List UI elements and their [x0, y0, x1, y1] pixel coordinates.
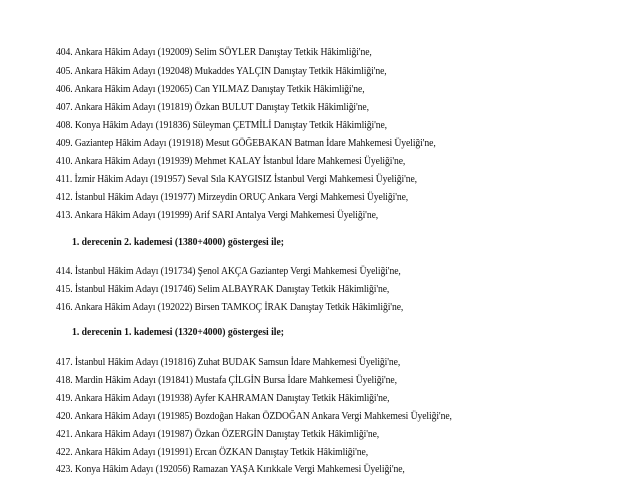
list-item: 423. Konya Hâkim Adayı (192056) Ramazan YAŞA Kırıkkale Vergi Mahkemesi Üyeliği'ne,	[56, 464, 405, 475]
section-heading: 1. derecenin 1. kademesi (1320+4000) göstergesi ile;	[72, 327, 284, 338]
list-item: 412. İstanbul Hâkim Adayı (191977) Mirzeydin ORUÇ Ankara Vergi Mahkemesi Üyeliği'ne,	[56, 192, 409, 203]
list-item: 418. Mardin Hâkim Adayı (191841) Mustafa ÇİLGİN Bursa İdare Mahkemesi Üyeliği'ne,	[56, 375, 397, 386]
list-item: 411. İzmir Hâkim Adayı (191957) Seval Sıla KAYGISIZ İstanbul Vergi Mahkemesi Üyeliği'ne,	[56, 174, 417, 185]
list-item: 417. İstanbul Hâkim Adayı (191816) Zuhat BUDAK Samsun İdare Mahkemesi Üyeliği'ne,	[56, 357, 401, 368]
section-heading: 1. derecenin 2. kademesi (1380+4000) göstergesi ile;	[72, 237, 284, 248]
list-item: 404. Ankara Hâkim Adayı (192009) Selim SÖYLER Danıştay Tetkik Hâkimliği'ne,	[56, 47, 372, 58]
list-item: 407. Ankara Hâkim Adayı (191819) Özkan BULUT Danıştay Tetkik Hâkimliği'ne,	[56, 102, 369, 113]
list-item: 413. Ankara Hâkim Adayı (191999) Arif SARI Antalya Vergi Mahkemesi Üyeliği'ne,	[56, 210, 379, 221]
list-item: 408. Konya Hâkim Adayı (191836) Süleyman ÇETMİLİ Danıştay Tetkik Hâkimliği'ne,	[56, 120, 387, 131]
list-item: 419. Ankara Hâkim Adayı (191938) Ayfer KAHRAMAN Danıştay Tetkik Hâkimliği'ne,	[56, 393, 390, 404]
list-item: 421. Ankara Hâkim Adayı (191987) Özkan ÖZERGİN Danıştay Tetkik Hâkimliği'ne,	[56, 429, 380, 440]
list-item: 406. Ankara Hâkim Adayı (192065) Can YILMAZ Danıştay Tetkik Hâkimliği'ne,	[56, 84, 365, 95]
list-item: 405. Ankara Hâkim Adayı (192048) Mukaddes YALÇIN Danıştay Tetkik Hâkimliği'ne,	[56, 66, 387, 77]
list-item: 420. Ankara Hâkim Adayı (191985) Bozdoğan Hakan ÖZDOĞAN Ankara Vergi Mahkemesi Üyeliği'ne,	[56, 411, 452, 422]
list-item: 416. Ankara Hâkim Adayı (192022) Birsen TAMKOÇ İRAK Danıştay Tetkik Hâkimliği'ne,	[56, 302, 404, 313]
list-item: 415. İstanbul Hâkim Adayı (191746) Selim ALBAYRAK Danıştay Tetkik Hâkimliği'ne,	[56, 284, 390, 295]
list-item: 414. İstanbul Hâkim Adayı (191734) Şenol AKÇA Gaziantep Vergi Mahkemesi Üyeliği'ne,	[56, 266, 401, 277]
list-item: 410. Ankara Hâkim Adayı (191939) Mehmet KALAY İstanbul İdare Mahkemesi Üyeliği'ne,	[56, 156, 406, 167]
list-item: 422. Ankara Hâkim Adayı (191991) Ercan ÖZKAN Danıştay Tetkik Hâkimliği'ne,	[56, 447, 369, 458]
list-item: 409. Gaziantep Hâkim Adayı (191918) Mesut GÖĞEBAKAN Batman İdare Mahkemesi Üyeliği'ne,	[56, 138, 436, 149]
